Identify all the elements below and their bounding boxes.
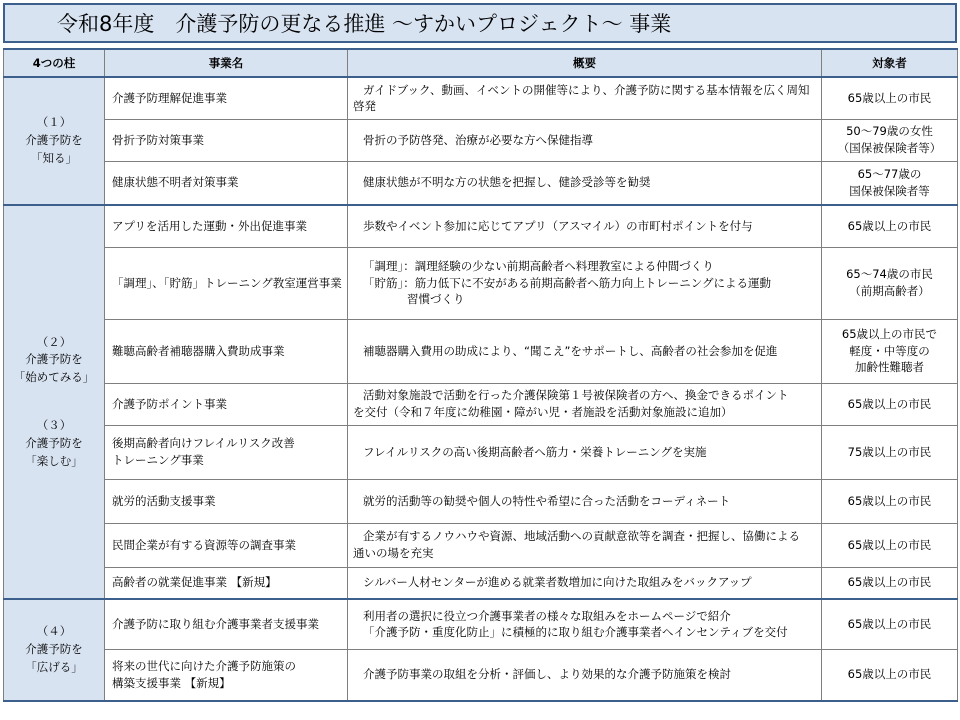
row-8-name <box>105 425 348 479</box>
row-5-desc-line1: 「調理」：調理経験の少ない前期高齢者へ料理教室による仲間づくり <box>363 258 714 273</box>
row-5-desc-line3: 習慣づくり <box>407 292 465 307</box>
row-1-name: 介護予防理解促進事業 <box>105 77 348 119</box>
row-7-desc <box>348 383 822 425</box>
row-2-name: 骨折予防対策事業 <box>105 119 348 161</box>
row-8-desc <box>348 425 822 479</box>
row-12-desc-line2: 「介護予防・重度化防止」に積極的に取り組む介護事業者へインセンティブを交付 <box>363 625 788 640</box>
row-10-name: 民間企業が有する資源等の調査事業 <box>105 523 348 567</box>
row-6-desc <box>348 319 822 383</box>
row-9-target: 65歳以上の市民 <box>822 479 958 523</box>
pillar-2-number: （２） <box>36 334 72 349</box>
page-title: 令和8年度 介護予防の更なる推進 ～すかいプロジェクト～ 事業 <box>57 12 672 36</box>
row-4-desc <box>348 205 822 247</box>
table-row <box>4 567 958 599</box>
row-2-desc <box>348 119 822 161</box>
row-11-desc-line1: シルバー人材センターが進める就業者数増加に向けた取組みをバックアップ <box>363 575 752 590</box>
pillar-4-line1: 介護予防を <box>25 642 83 657</box>
table-row <box>4 77 958 119</box>
row-5-target <box>822 247 958 319</box>
row-1-desc <box>348 77 822 119</box>
row-2-target <box>822 119 958 161</box>
row-7-desc-line2: を交付（令和７年度に幼稚園・障がい児・者施設を活動対象施設に追加） <box>353 405 733 419</box>
row-11-target: 65歳以上の市民 <box>822 567 958 599</box>
table-row <box>4 425 958 479</box>
pillar-2-line1: 介護予防を <box>25 352 83 367</box>
row-11-desc <box>348 567 822 599</box>
row-6-target-line3: 加齢性難聴者 <box>855 360 924 375</box>
row-2-target-line1: 50～79歳の女性 <box>846 124 933 139</box>
pillar-2-3-cell <box>4 205 105 599</box>
table-row <box>4 649 958 701</box>
row-5-target-line2: （前期高齢者） <box>849 284 930 298</box>
pillar-2-line2: 「始めてみる」 <box>13 370 95 385</box>
row-3-desc <box>348 161 822 205</box>
row-4-desc-line1: 歩数やイベント参加に応じてアプリ（アスマイル）の市町村ポイントを付与 <box>363 218 753 233</box>
pillar-4-cell <box>4 599 105 701</box>
pillar-3-line1: 介護予防を <box>25 435 83 450</box>
row-7-target: 65歳以上の市民 <box>822 383 958 425</box>
table-row <box>4 599 958 649</box>
row-4-target: 65歳以上の市民 <box>822 205 958 247</box>
row-8-name-line1: 後期高齢者向けフレイルリスク改善 <box>112 436 295 451</box>
pillar-1-cell <box>4 77 105 205</box>
pillar-3-number: （３） <box>36 418 72 432</box>
pillar-1-line2: 「知る」 <box>31 150 77 165</box>
table-row <box>4 523 958 567</box>
row-3-desc-line1: 健康状態が不明な方の状態を把握し、健診受診等を勧奨 <box>363 175 651 190</box>
row-12-desc <box>348 599 822 649</box>
row-7-name: 介護予防ポイント事業 <box>105 383 348 425</box>
row-3-target-line2: 国保被保険者等 <box>849 183 930 198</box>
row-11-name: 高齢者の就業促進事業 【新規】 <box>105 567 348 599</box>
row-2-target-line2: （国保被保険者等） <box>837 141 942 155</box>
row-3-name: 健康状態不明者対策事業 <box>105 161 348 205</box>
row-5-name: 「調理」、「貯筋」トレーニング教室運営事業 <box>105 247 348 319</box>
row-6-target-line1: 65歳以上の市民で <box>841 326 938 341</box>
row-13-name <box>105 649 348 701</box>
project-table <box>3 48 958 702</box>
pillar-4-line2: 「広げる」 <box>25 659 83 674</box>
pillar-gap <box>4 387 104 417</box>
table-row <box>4 319 958 383</box>
row-13-desc-line1: 介護予防事業の取組を分析・評価し、より効果的な介護予防施策を検討 <box>363 667 731 682</box>
row-6-target-line2: 軽度・中等度の <box>849 343 930 358</box>
row-13-name-line2: 構築支援事業 【新規】 <box>112 675 231 690</box>
header-target: 対象者 <box>822 49 958 77</box>
row-5-target-line1: 65～74歳の市民 <box>846 267 933 282</box>
row-3-target-line1: 65～77歳の <box>857 167 922 182</box>
table-row <box>4 161 958 205</box>
row-10-desc <box>348 523 822 567</box>
header-pillar: 4つの柱 <box>4 49 105 77</box>
row-4-name: アプリを活用した運動・外出促進事業 <box>105 205 348 247</box>
table-row <box>4 479 958 523</box>
row-6-name: 難聴高齢者補聴器購入費助成事業 <box>105 319 348 383</box>
row-13-target: 65歳以上の市民 <box>822 649 958 701</box>
row-8-desc-line1: フレイルリスクの高い後期高齢者へ筋力・栄養トレーニングを実施 <box>363 444 707 459</box>
table-row <box>4 247 958 319</box>
row-10-desc-line2: 通いの場を充実 <box>353 546 434 560</box>
pillar-1-number: （１） <box>36 115 72 130</box>
header-name: 事業名 <box>105 49 348 77</box>
row-3-target <box>822 161 958 205</box>
row-5-desc-line2: 「貯筋」：筋力低下に不安がある前期高齢者へ筋力向上トレーニングによる運動 <box>363 275 772 290</box>
row-13-desc <box>348 649 822 701</box>
pillar-3-line2: 「楽しむ」 <box>25 453 83 468</box>
row-10-desc-line1: 企業が有するノウハウや資源、地域活動への貢献意欲等を調査・把握し、協働による <box>363 529 800 544</box>
table-row <box>4 383 958 425</box>
row-6-target <box>822 319 958 383</box>
table-row <box>4 205 958 247</box>
row-1-desc-line1: ガイドブック、動画、イベントの開催等により、介護予防に関する基本情報を広く周知 <box>363 82 810 97</box>
row-7-desc-line1: 活動対象施設で活動を行った介護保険第１号被保険者の方へ、換金できるポイント <box>363 388 789 403</box>
row-9-name: 就労的活動支援事業 <box>105 479 348 523</box>
row-9-desc <box>348 479 822 523</box>
pillar-4-number: （４） <box>36 624 72 639</box>
row-1-desc-line2: 啓発 <box>353 99 376 114</box>
table-header-row <box>4 49 958 77</box>
row-8-target: 75歳以上の市民 <box>822 425 958 479</box>
row-13-name-line1: 将来の世代に向けた介護予防施策の <box>112 659 296 674</box>
row-10-target: 65歳以上の市民 <box>822 523 958 567</box>
row-12-desc-line1: 利用者の選択に役立つ介護事業者の様々な取組みをホームページで紹介 <box>363 608 731 623</box>
row-9-desc-line1: 就労的活動等の勧奨や個人の特性や希望に合った活動をコーディネート <box>363 493 731 508</box>
row-1-target: 65歳以上の市民 <box>822 77 958 119</box>
row-12-target: 65歳以上の市民 <box>822 599 958 649</box>
title-bar <box>3 3 957 43</box>
table-row <box>4 119 958 161</box>
row-5-desc <box>348 247 822 319</box>
row-12-name: 介護予防に取り組む介護事業者支援事業 <box>105 599 348 649</box>
pillar-1-line1: 介護予防を <box>25 133 83 148</box>
header-summary: 概要 <box>348 49 822 77</box>
row-2-desc-line1: 骨折の予防啓発、治療が必要な方へ保健指導 <box>363 132 593 147</box>
row-6-desc-line1: 補聴器購入費用の助成により、“聞こえ”をサポートし、高齢者の社会参加を促進 <box>363 343 778 358</box>
row-8-name-line2: トレーニング事業 <box>112 453 204 467</box>
